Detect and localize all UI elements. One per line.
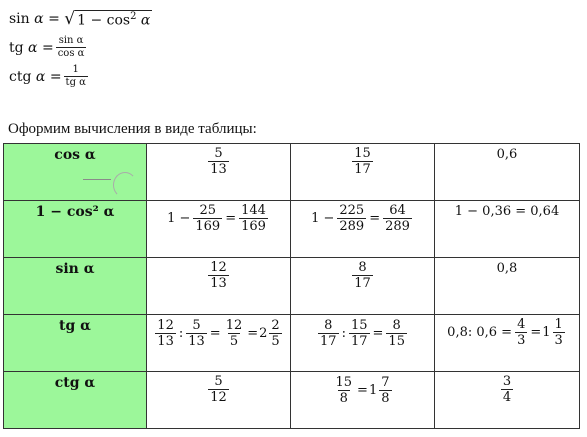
stray-arc-mark bbox=[113, 172, 137, 198]
denominator: 3 bbox=[554, 333, 563, 348]
division-sign: : bbox=[341, 326, 346, 341]
fraction bbox=[349, 319, 370, 348]
formula-sin bbox=[9, 4, 152, 33]
table-caption: Оформим вычисления в виде таблицы: bbox=[8, 121, 257, 137]
expr-text: 1 − bbox=[311, 211, 335, 226]
calculation-table bbox=[3, 143, 580, 429]
denominator: 17 bbox=[354, 162, 371, 177]
numerator: 8 bbox=[358, 260, 367, 275]
tg-label: tg bbox=[9, 39, 24, 56]
numerator: 8 bbox=[392, 318, 401, 333]
fraction bbox=[186, 319, 207, 348]
expr-text: 0,8: 0,6 = bbox=[447, 325, 513, 340]
cell-tg-2 bbox=[291, 315, 435, 372]
numerator: 15 bbox=[335, 375, 353, 390]
fraction bbox=[64, 65, 88, 88]
denominator: 5 bbox=[229, 334, 239, 349]
table-row-tg bbox=[4, 315, 580, 372]
numerator: 64 bbox=[389, 203, 406, 218]
denominator: 13 bbox=[157, 334, 174, 349]
row-header-sin: sin α bbox=[4, 258, 147, 315]
fraction bbox=[208, 147, 229, 176]
fraction bbox=[318, 319, 339, 348]
equals-sign: = bbox=[357, 383, 368, 398]
numerator: 225 bbox=[339, 203, 365, 218]
numerator: 5 bbox=[192, 318, 201, 333]
numerator: 144 bbox=[241, 203, 266, 218]
fraction bbox=[379, 376, 391, 405]
fraction bbox=[383, 204, 412, 233]
cell-one-minus-cos2-2 bbox=[291, 201, 435, 258]
numerator: 7 bbox=[381, 375, 390, 390]
division-sign: : bbox=[178, 326, 184, 341]
expression bbox=[331, 376, 393, 405]
cell-cos-3: 0,6 bbox=[435, 144, 580, 201]
denominator: cos α bbox=[57, 48, 85, 59]
equals-sign: = bbox=[209, 326, 221, 341]
denominator: 13 bbox=[210, 162, 227, 177]
exponent: 2 bbox=[130, 10, 137, 22]
mixed-number bbox=[259, 319, 284, 348]
row-header-cos: cos α bbox=[4, 144, 147, 201]
cell-ctg-1 bbox=[147, 372, 291, 429]
denominator: tg α bbox=[65, 77, 86, 88]
fraction bbox=[501, 375, 513, 404]
cell-tg-1 bbox=[147, 315, 291, 372]
numerator: 3 bbox=[502, 374, 512, 389]
numerator: 12 bbox=[157, 318, 174, 333]
radical-icon: √ bbox=[64, 9, 76, 30]
denominator: 3 bbox=[517, 333, 526, 348]
cell-sin-2 bbox=[291, 258, 435, 315]
equals-sign: = bbox=[530, 325, 542, 340]
row-header-one-minus-cos2: 1 − cos² α bbox=[4, 201, 147, 258]
numerator: 15 bbox=[354, 146, 371, 161]
expression bbox=[316, 319, 409, 348]
denominator: 15 bbox=[388, 334, 405, 349]
whole-part: 1 bbox=[368, 383, 378, 398]
denominator: 4 bbox=[502, 390, 512, 405]
radicand bbox=[75, 10, 152, 29]
numerator: 5 bbox=[214, 374, 223, 389]
equals-sign: = bbox=[49, 68, 62, 85]
mixed-number bbox=[542, 318, 567, 347]
cell-tg-3 bbox=[435, 315, 580, 372]
equals-sign: = bbox=[48, 10, 60, 27]
formula-block bbox=[9, 4, 152, 91]
numerator: 1 bbox=[554, 317, 563, 332]
denominator: 169 bbox=[195, 219, 221, 234]
denominator: 12 bbox=[210, 390, 227, 405]
fraction bbox=[155, 319, 176, 348]
cell-ctg-2 bbox=[291, 372, 435, 429]
fraction bbox=[239, 204, 268, 233]
cell-sin-3: 0,8 bbox=[435, 258, 580, 315]
expr-text: 1 − bbox=[167, 211, 191, 226]
formula-tg bbox=[9, 33, 152, 62]
fraction bbox=[386, 319, 407, 348]
expression bbox=[447, 318, 567, 347]
expression bbox=[311, 204, 414, 233]
row-header-tg: tg α bbox=[4, 315, 147, 372]
fraction bbox=[337, 204, 366, 233]
fraction bbox=[224, 319, 245, 348]
numerator: 15 bbox=[350, 318, 368, 333]
fraction bbox=[333, 376, 354, 405]
denominator: 13 bbox=[210, 276, 227, 291]
denominator: 17 bbox=[350, 334, 368, 349]
table-row-one-minus-cos2 bbox=[4, 201, 580, 258]
numerator: 8 bbox=[324, 318, 333, 333]
equals-sign: = bbox=[41, 39, 54, 56]
denominator: 5 bbox=[271, 334, 280, 349]
numerator: 2 bbox=[271, 318, 280, 333]
denominator: 169 bbox=[241, 219, 266, 234]
fraction bbox=[56, 36, 87, 59]
whole-part: 2 bbox=[259, 326, 268, 341]
cell-one-minus-cos2-1 bbox=[147, 201, 291, 258]
radicand-text: 1 − cos bbox=[77, 12, 131, 29]
alpha-symbol: α bbox=[34, 10, 44, 27]
table-row-cos bbox=[4, 144, 580, 201]
denominator: 13 bbox=[188, 334, 205, 349]
numerator: 12 bbox=[210, 260, 227, 275]
table-row-ctg bbox=[4, 372, 580, 429]
cell-sin-1 bbox=[147, 258, 291, 315]
formula-ctg bbox=[9, 62, 152, 91]
fraction bbox=[208, 375, 229, 404]
denominator: 289 bbox=[339, 219, 365, 234]
sin-label: sin bbox=[9, 10, 30, 27]
numerator: 5 bbox=[214, 146, 223, 161]
cell-cos-2 bbox=[291, 144, 435, 201]
table-row-sin bbox=[4, 258, 580, 315]
denominator: 17 bbox=[354, 276, 371, 291]
cell-cos-1 bbox=[147, 144, 291, 201]
square-root bbox=[64, 9, 152, 29]
equals-sign: = bbox=[225, 211, 237, 226]
denominator: 8 bbox=[339, 391, 348, 406]
equals-sign: = bbox=[247, 326, 259, 341]
denominator: 17 bbox=[320, 334, 337, 349]
expression bbox=[153, 319, 283, 348]
fraction bbox=[269, 319, 281, 348]
denominator: 8 bbox=[381, 391, 390, 406]
stray-line-mark bbox=[83, 179, 111, 180]
fraction bbox=[352, 261, 373, 290]
fraction bbox=[515, 318, 527, 347]
expression bbox=[167, 204, 270, 233]
fraction bbox=[553, 318, 565, 347]
fraction bbox=[193, 204, 222, 233]
fraction bbox=[208, 261, 229, 290]
cell-ctg-3 bbox=[435, 372, 580, 429]
cell-one-minus-cos2-3: 1 − 0,36 = 0,64 bbox=[435, 201, 580, 258]
fraction bbox=[352, 147, 373, 176]
row-header-ctg: ctg α bbox=[4, 372, 147, 429]
ctg-label: ctg bbox=[9, 68, 32, 85]
numerator: 1 bbox=[72, 64, 79, 75]
mixed-number bbox=[369, 376, 394, 405]
equals-sign: = bbox=[369, 211, 381, 226]
whole-part: 1 bbox=[542, 325, 551, 340]
numerator: 12 bbox=[225, 318, 243, 333]
equals-sign: = bbox=[372, 326, 384, 341]
numerator: 4 bbox=[517, 317, 526, 332]
alpha-symbol: α bbox=[35, 68, 46, 85]
alpha-symbol: α bbox=[28, 39, 38, 56]
alpha-symbol: α bbox=[140, 12, 151, 29]
numerator: 25 bbox=[199, 203, 217, 218]
numerator: sin α bbox=[58, 35, 84, 46]
denominator: 289 bbox=[385, 219, 410, 234]
